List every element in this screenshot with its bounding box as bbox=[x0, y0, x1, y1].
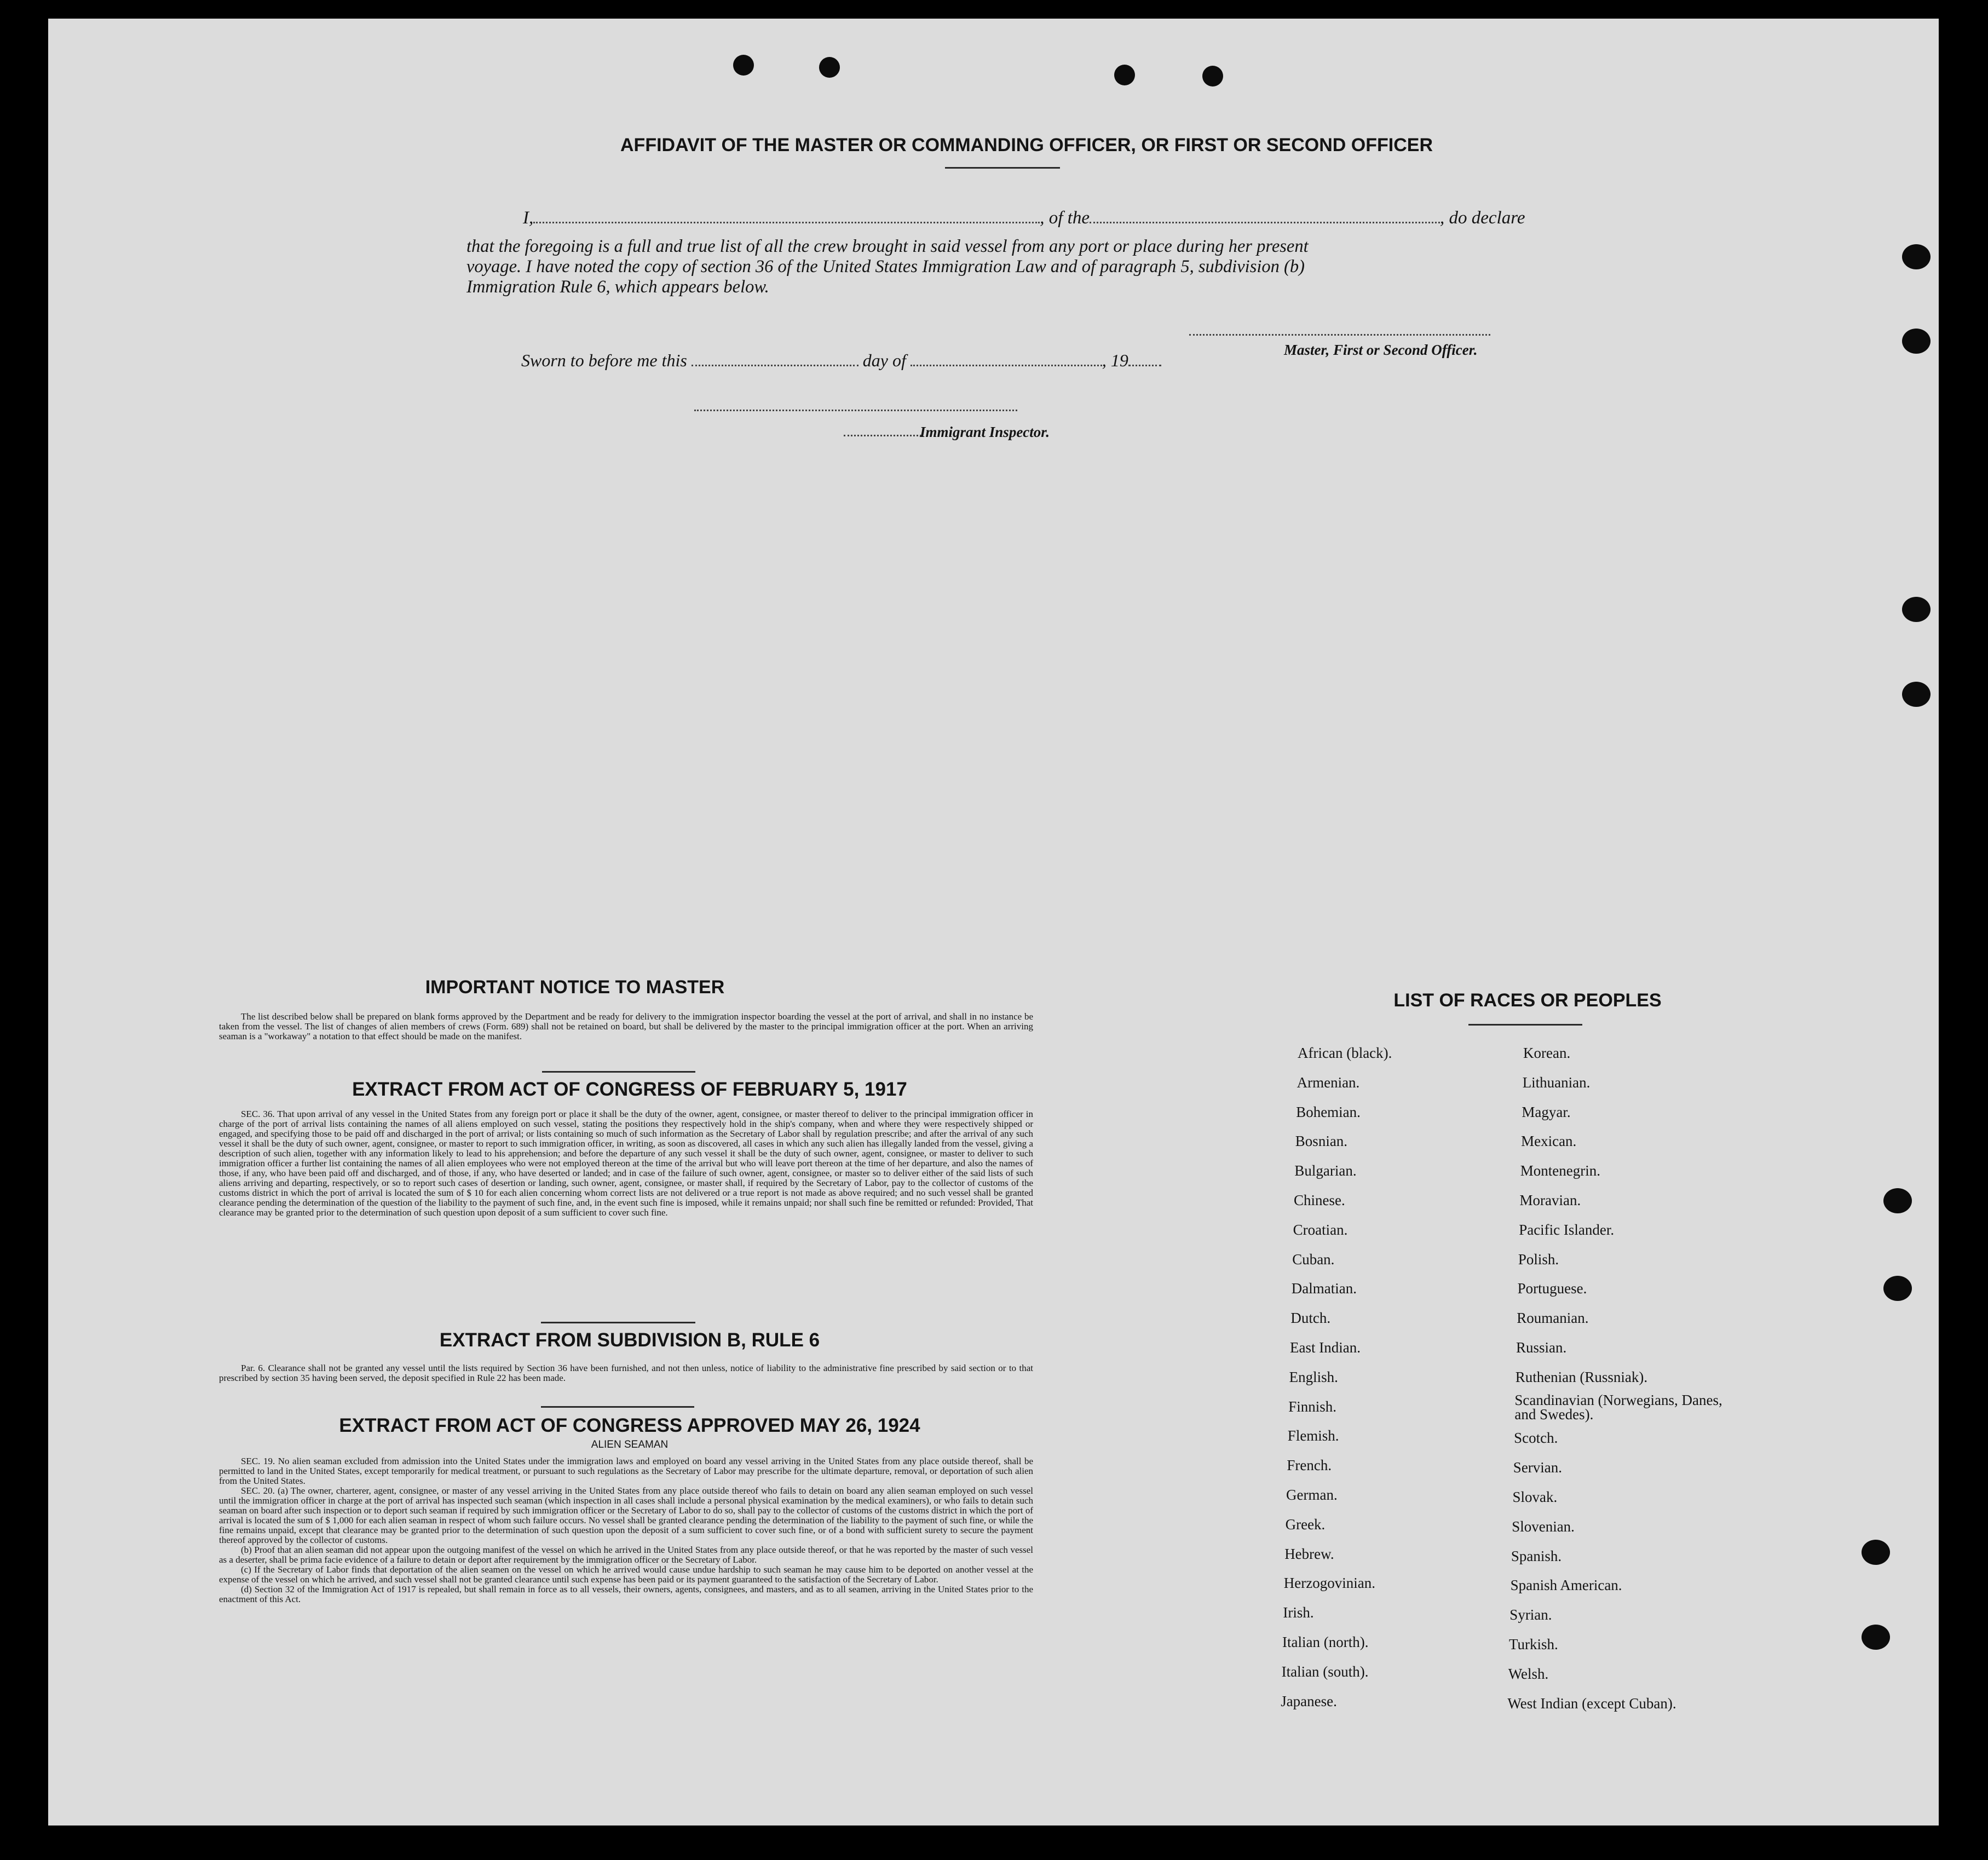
sec36-text: That upon arrival of any vessel in the United States from any foreign port or place it shall be the duty of the owner, agent, consignee, or master thereof to deliver to the principal immigration officer in charge of the port of arrival lists containing the names of all aliens employed on such vessel, stating the positions they respectively hold in the ship's company, when and where they were respectively shipped or engaged, and specifying those to be paid off and discharged in the port of arrival; or lists containing so much of such information as the Secretary of Labor shall by regulation prescribe; and after the arrival of any such vessel it shall be the duty of such owner, agent, consignee, or master to report to such immigration officer, in writing, as soon as discovered, all cases in which any such alien has illegally landed from the vessel, giving a description of such alien, together with any information likely to lead to his apprehension; and before the departure of any such vessel it shall be the duty of such owner, agent, consignee, or master to deliver to such immigration officer a further list containing the names of all alien employees who were not employed thereon at the time of the arrival but who will leave port thereon at the time of her departure, and also the names of those, if any, who have been paid off and discharged, and of those, if any, who have deserted or landed; and in case of the failure of such owner, agent, consignee, or master so to deliver either of the said lists of such aliens arriving and departing, respectively, or so to report such cases of desertion or landing, such owner, agent, consignee, or master shall, if required by the Secretary of Labor, pay to the collector of customs of the customs district in which the port of arrival is located the sum of $ 10 for each alien concerning whom correct lists are not delivered or a true report is not made as above required; and no such vessel shall be granted clearance pending the determination of the question of the liability to the payment of such fine, and, in the event such fine is imposed, while it remains unpaid; nor shall such fine be remitted or refunded: Provided, That clearance may be granted prior to the determination of such question upon deposit of a sum sufficient to cover such fine. bbox=[219, 1109, 1033, 1218]
sworn-year-blank[interactable] bbox=[1128, 365, 1161, 366]
race-item: Japanese. bbox=[1281, 1692, 1337, 1709]
affidavit-line-2: that the foregoing is a full and true list of all the crew brought in said vessel from any port or place during her present bbox=[466, 237, 1309, 256]
sworn-day-blank[interactable] bbox=[692, 365, 858, 366]
race-item: Scandinavian (Norwegians, Danes, and Swedes). bbox=[1514, 1391, 1722, 1423]
punch-hole bbox=[1862, 1625, 1890, 1650]
extract-1924-subtitle: ALIEN SEAMAN bbox=[591, 1439, 669, 1450]
punch-hole bbox=[1902, 244, 1931, 269]
notice-title: IMPORTANT NOTICE TO MASTER bbox=[425, 977, 725, 998]
race-item: Greek. bbox=[1285, 1516, 1326, 1533]
affidavit-line-4: Immigration Rule 6, which appears below. bbox=[466, 277, 769, 297]
race-item: Spanish American. bbox=[1510, 1577, 1622, 1594]
inspector-leader bbox=[844, 435, 921, 436]
race-item: English. bbox=[1289, 1368, 1338, 1385]
punch-hole bbox=[1902, 597, 1931, 622]
punch-hole bbox=[1202, 66, 1223, 87]
punch-hole bbox=[1883, 1276, 1912, 1301]
punch-hole bbox=[1883, 1188, 1912, 1213]
race-item: Mexican. bbox=[1521, 1133, 1577, 1150]
race-item: Italian (south). bbox=[1281, 1663, 1369, 1680]
extract-1917-body bbox=[219, 1109, 1033, 1218]
race-item: Bohemian. bbox=[1296, 1103, 1361, 1120]
extract-rule6-title: EXTRACT FROM SUBDIVISION B, RULE 6 bbox=[439, 1329, 820, 1351]
day-of-label: day of bbox=[862, 350, 906, 370]
affidavit-line-3: voyage. I have noted the copy of section 36 of the United States Immigration Law and of paragraph 5, subdivision (b) bbox=[466, 257, 1305, 277]
races-title: LIST OF RACES OR PEOPLES bbox=[1393, 990, 1662, 1011]
race-item: Pacific Islander. bbox=[1519, 1221, 1615, 1238]
race-item: Italian (north). bbox=[1282, 1634, 1369, 1650]
sec20c-text: (c) If the Secretary of Labor finds that deportation of the alien seamen on the vessel on which he arrived would cause undue hardship to such seaman he may cause him to be deported on another vessel at the expense of the vessel on which he arrived, and such vessel shall not be granted clearance until such expense has been paid or its payment guaranteed to the satisfaction of the Secretary of Labor. bbox=[219, 1564, 1033, 1585]
extract-1924-body bbox=[219, 1456, 1033, 1604]
sec20a-text: (a) The owner, charterer, agent, consignee, or master of any vessel arriving in the United States from any place outside thereof who fails to detain on board any alien seaman employed on such vessel until the immigration officer in charge at the port of arrival has inspected such seaman (which inspection in all cases shall include a personal physical examination by the medical examiners), or who fails to detain such seaman on board after such inspection or to deport such seaman if required by such immigration officer or the Secretary of Labor to do so, shall pay to the collector of customs of the customs district in which the port of arrival is located the sum of $ 1,000 for each alien seaman in respect of whom such failure occurs. No vessel shall be granted clearance pending the determination of the liability to the payment of such fine, or while the fine remains unpaid, except that clearance may be granted prior to the determination of such question upon the deposit of a sum sufficient to cover such fine, or of a bond with sufficient surety to secure the payment thereof approved by the collector of customs. bbox=[219, 1485, 1033, 1545]
race-item: Flemish. bbox=[1287, 1427, 1339, 1444]
affidavit-title: AFFIDAVIT OF THE MASTER OR COMMANDING OFFICER, OR FIRST OR SECOND OFFICER bbox=[620, 135, 1433, 156]
par6-text: Clearance shall not be granted any vessel until the lists required by Section 36 have been furnished, and not then unless, notice of liability to the administrative fine prescribed by said section or to that prescribed by section 35 having been served, the deposit specified in Rule 22 has been made. bbox=[219, 1363, 1033, 1383]
race-item: Dutch. bbox=[1290, 1310, 1331, 1327]
par6-label: Par. 6. bbox=[241, 1363, 266, 1373]
inspector-label: Immigrant Inspector. bbox=[920, 424, 1050, 440]
notice-body: The list described below shall be prepared on blank forms approved by the Department and be ready for delivery to the immigration inspector boarding the vessel at the port of arrival, and shall in no instance be taken from the vessel. The list of changes of alien members of crews (Form. 689) shall not be retained on board, but shall be delivered by the master to the principal immigration officer at the port. When an arriving seaman is a "workaway" a notation to that effect should be made on the manifest. bbox=[219, 1011, 1033, 1041]
affidavit-i-label: I, bbox=[523, 208, 534, 228]
vessel-blank[interactable] bbox=[1090, 222, 1440, 223]
race-item: Dalmatian. bbox=[1291, 1280, 1357, 1297]
race-item: Servian. bbox=[1513, 1459, 1563, 1476]
punch-hole bbox=[1902, 682, 1931, 707]
master-signature-line[interactable] bbox=[1189, 334, 1490, 336]
race-item: Chinese. bbox=[1294, 1192, 1345, 1208]
race-item: Cuban. bbox=[1292, 1251, 1335, 1268]
affidavit-declare-label: , do declare bbox=[1439, 208, 1525, 228]
race-item: French. bbox=[1287, 1457, 1332, 1474]
sec36-label: SEC. 36. bbox=[241, 1109, 275, 1119]
race-item: Hebrew. bbox=[1284, 1545, 1334, 1562]
sworn-line bbox=[521, 350, 1288, 371]
race-item: Polish. bbox=[1518, 1251, 1559, 1268]
affidavit-of-the-label: , of the bbox=[1040, 208, 1090, 228]
sworn-month-blank[interactable] bbox=[911, 365, 1102, 366]
race-item: Montenegrin. bbox=[1520, 1162, 1601, 1179]
name-blank[interactable] bbox=[533, 222, 1040, 223]
race-item: German. bbox=[1286, 1487, 1338, 1503]
race-item: Herzogovinian. bbox=[1283, 1575, 1375, 1592]
race-item: Roumanian. bbox=[1517, 1310, 1589, 1327]
race-item: Armenian. bbox=[1296, 1074, 1360, 1091]
sec19-text: No alien seaman excluded from admission into the United States under the immigration laws and employed on board any vessel arriving in the United States from any place outside thereof, shall be permitted to land in the United States, except temporarily for medical treatment, or pursuant to such regulations as the Secretary of Labor may prescribe for the ultimate departure, removal, or deportation of such alien from the United States. bbox=[219, 1456, 1033, 1486]
divider bbox=[541, 1322, 695, 1323]
sec20b-text: (b) Proof that an alien seaman did not appear upon the outgoing manifest of the vessel on which he arrived in the United States from any place outside thereof, or that he was reported by the master of such vessel as a deserter, shall be prima facie evidence of a failure to detain or deport after requirement by the immigration officer or the Secretary of Labor. bbox=[219, 1545, 1033, 1565]
race-item: East Indian. bbox=[1290, 1339, 1361, 1356]
sworn-label: Sworn to before me this bbox=[521, 350, 687, 370]
race-item: Magyar. bbox=[1522, 1103, 1571, 1120]
divider bbox=[541, 1406, 694, 1408]
divider bbox=[945, 167, 1060, 169]
race-item: African (black). bbox=[1298, 1045, 1392, 1061]
race-item: Bosnian. bbox=[1295, 1133, 1348, 1150]
extract-1917-title: EXTRACT FROM ACT OF CONGRESS OF FEBRUARY 5, 1917 bbox=[352, 1079, 907, 1100]
race-item: Slovenian. bbox=[1512, 1518, 1575, 1535]
race-item: Spanish. bbox=[1511, 1547, 1562, 1564]
race-item: Welsh. bbox=[1508, 1665, 1549, 1682]
race-item: Portuguese. bbox=[1517, 1280, 1587, 1297]
race-item: Russian. bbox=[1516, 1339, 1567, 1356]
sec20-label: SEC. 20. bbox=[241, 1485, 275, 1496]
race-item: Finnish. bbox=[1288, 1398, 1336, 1415]
divider bbox=[542, 1071, 695, 1073]
race-item: Ruthenian (Russniak). bbox=[1515, 1368, 1648, 1385]
race-item: Croatian. bbox=[1293, 1221, 1348, 1238]
divider bbox=[1468, 1024, 1582, 1026]
punch-hole bbox=[1114, 65, 1135, 85]
punch-hole bbox=[1902, 329, 1931, 354]
master-signature-label: Master, First or Second Officer. bbox=[1284, 342, 1478, 358]
sec20d-text: (d) Section 32 of the Immigration Act of 1917 is repealed, but shall remain in force as to all vessels, their owners, agents, consignees, and masters, and as to all seamen, arriving in the United States prior to the enactment of this Act. bbox=[219, 1584, 1033, 1604]
race-item: West Indian (except Cuban). bbox=[1507, 1695, 1676, 1712]
race-item: Irish. bbox=[1283, 1604, 1314, 1621]
punch-hole bbox=[733, 55, 754, 76]
sec19-label: SEC. 19. bbox=[241, 1456, 275, 1466]
affidavit-line-1 bbox=[523, 208, 1533, 228]
punch-hole bbox=[819, 57, 840, 78]
race-item: Slovak. bbox=[1512, 1489, 1558, 1505]
race-item: Scotch. bbox=[1514, 1430, 1558, 1447]
race-item: Bulgarian. bbox=[1294, 1162, 1357, 1179]
year-label: , 19 bbox=[1102, 350, 1128, 370]
race-item: Korean. bbox=[1523, 1045, 1571, 1061]
race-item: Lithuanian. bbox=[1522, 1074, 1591, 1091]
sec19-paragraph bbox=[219, 1456, 1033, 1486]
race-item: Syrian. bbox=[1509, 1606, 1552, 1623]
extract-rule6-body bbox=[219, 1363, 1033, 1383]
race-item: Turkish. bbox=[1509, 1636, 1558, 1652]
extract-1924-title: EXTRACT FROM ACT OF CONGRESS APPROVED MAY 26, 1924 bbox=[339, 1415, 920, 1436]
sec20a-paragraph bbox=[219, 1486, 1033, 1545]
inspector-signature-line[interactable] bbox=[694, 410, 1017, 411]
race-item: Moravian. bbox=[1519, 1192, 1581, 1208]
punch-hole bbox=[1862, 1540, 1890, 1565]
